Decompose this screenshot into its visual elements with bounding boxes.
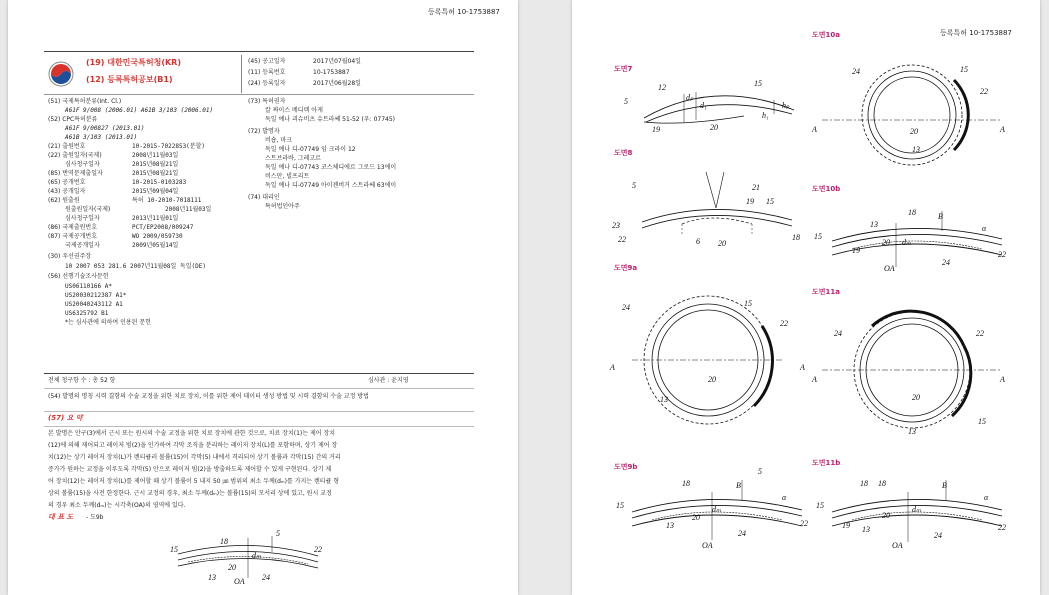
svg-text:h₁: h₁ (762, 111, 769, 120)
svg-text:22: 22 (314, 545, 322, 554)
rule (44, 373, 474, 374)
biblio-label: US6325792 B1 (65, 310, 109, 317)
biblio-label: A61F 9/00827 (2013.01) (65, 125, 145, 132)
svg-text:A: A (812, 375, 817, 384)
abstract-line: 증가가 원하는 교정을 이루도록 각막(5) 안으로 레이저 빔(2)을 방출하도록 제어할 수 있게 구현된다. 상기 제 (48, 466, 332, 473)
svg-text:22: 22 (618, 235, 626, 244)
biblio-line: (74) 대리인 (248, 194, 280, 201)
svg-text:15: 15 (170, 545, 178, 554)
abstract-line: (12)에 의해 제어되고 레이저 빔(2)을 인가하여 각막 조직을 분리하는 레이저 장치(L)를 포함하며, 상기 제어 장 (48, 442, 338, 449)
svg-text:20: 20 (708, 375, 716, 384)
svg-text:5: 5 (624, 97, 628, 106)
rule (44, 411, 474, 412)
svg-text:OA: OA (702, 541, 713, 550)
svg-text:α: α (982, 224, 987, 233)
svg-text:A: A (1000, 125, 1005, 134)
svg-text:15: 15 (616, 501, 624, 510)
biblio-line: 독일 예나 디-07749 아이젠버거 스트라쎄 63에이 (265, 182, 397, 189)
document-page-2 (572, 0, 1040, 595)
svg-text:OA: OA (892, 541, 903, 550)
biblio-value: PCT/EP2008/009247 (132, 224, 194, 231)
claims-count: 전체 청구항 수 : 총 52 항 (48, 377, 116, 384)
biblio-label: 심사청구일자 (65, 161, 100, 168)
svg-text:13: 13 (862, 525, 870, 534)
biblio-label: A61B 3/103 (2013.01) (65, 134, 138, 141)
svg-text:20: 20 (718, 239, 726, 248)
biblio-line: 비스만, 빌프리트 (265, 173, 310, 180)
biblio-line: (73) 특허권자 (248, 98, 286, 105)
svg-text:dₚ: dₚ (686, 93, 694, 102)
svg-text:18: 18 (860, 479, 868, 488)
svg-text:24: 24 (942, 258, 950, 267)
svg-text:hₚ: hₚ (782, 101, 790, 110)
svg-text:5: 5 (758, 467, 762, 476)
biblio-line: 스트브라바, 그레고르 (265, 155, 321, 162)
pub-value: 2017년06월28일 (313, 80, 361, 87)
abstract-line: 상의 볼륨(15)을 사전 한정한다. 근시 교정의 경우, 최소 두께(dₘ)는 볼륨(15)의 모서리 상에 있고, 원시 교정 (48, 490, 332, 497)
biblio-label: A61F 9/008 (2006.01) A61B 3/103 (2006.01) (65, 107, 214, 114)
header-divider (241, 55, 242, 93)
figure-label: 도면8 (614, 149, 633, 157)
figure-label: 도면11b (812, 459, 841, 467)
svg-text:A: A (610, 363, 615, 372)
representative-figure-label: 대 표 도 (48, 513, 74, 521)
svg-text:22: 22 (998, 523, 1006, 532)
patent-number-header: 등록특허 10-1753887 (428, 8, 500, 16)
svg-text:15: 15 (766, 197, 774, 206)
svg-text:13: 13 (870, 220, 878, 229)
figure-label: 도면9b (614, 463, 638, 471)
pub-label: (45) 공고일자 (248, 58, 286, 65)
svg-text:24: 24 (934, 531, 942, 540)
svg-text:15: 15 (816, 501, 824, 510)
biblio-value: 2008년11월03일 (165, 206, 212, 213)
rule (44, 94, 474, 95)
biblio-label: (22) 출원일자(국제) (48, 152, 102, 159)
biblio-line: 독일 예나 괴슈비츠 슈트라쎄 51-52 (우: 07745) (265, 116, 396, 123)
rule (44, 426, 474, 427)
abstract-heading: (57) 요 약 (48, 414, 83, 422)
svg-text:B: B (942, 481, 947, 490)
svg-text:OA: OA (884, 264, 895, 273)
figure-11b-drawing (812, 472, 1012, 552)
biblio-line: 비숍, 마크 (265, 137, 292, 144)
biblio-value: 2015년08월21일 (132, 170, 179, 177)
gazette-type: (12) 등록특허공보(B1) (86, 75, 173, 84)
biblio-value: 2009년05월14일 (132, 242, 179, 249)
kipo-logo-icon (48, 61, 74, 87)
svg-text:20: 20 (910, 127, 918, 136)
pub-label: (11) 등록번호 (248, 69, 286, 76)
svg-text:13: 13 (912, 145, 920, 154)
figure-label: 도면10b (812, 185, 841, 193)
abstract-line: 본 발명은 안구(3)에서 근시 또는 원시의 수술 교정을 위한 치료 장치에 관한 것으로, 치료 장치(1)는 제어 장치 (48, 430, 336, 437)
biblio-line: 칼 짜이스 메디텍 아게 (265, 107, 323, 114)
svg-text:15: 15 (960, 65, 968, 74)
svg-text:19: 19 (842, 521, 850, 530)
biblio-label: *는 심사관에 의하여 인용된 문헌 (65, 319, 151, 326)
biblio-line: 특허법인아주 (265, 203, 300, 210)
svg-text:5: 5 (632, 181, 636, 190)
biblio-label: 국제공개일자 (65, 242, 100, 249)
biblio-label: (56) 선행기술조사문헌 (48, 273, 109, 280)
invention-title: (54) 발명의 명칭 시력 결함의 수술 교정을 위한 치료 장치, 이를 위한 제어 데이터 생성 방법 및 시력 결함의 수술 교정 방법 (48, 393, 369, 400)
svg-text:23: 23 (612, 221, 620, 230)
biblio-label: 원출원일자(국제) (65, 206, 111, 213)
biblio-label: (43) 공개일자 (48, 188, 86, 195)
biblio-value: 2015년08월21일 (132, 161, 179, 168)
figure-label: 도면10a (812, 31, 840, 39)
biblio-label: US06110166 A* (65, 283, 112, 290)
svg-text:α: α (984, 493, 989, 502)
biblio-label: (52) CPC특허분류 (48, 116, 98, 123)
svg-text:18: 18 (792, 233, 800, 242)
svg-text:dₘ: dₘ (912, 505, 921, 514)
svg-text:24: 24 (738, 529, 746, 538)
svg-text:20: 20 (710, 123, 718, 132)
svg-text:20: 20 (882, 511, 890, 520)
figure-7-drawing (624, 80, 814, 140)
figure-label: 도면7 (614, 65, 633, 73)
svg-text:B: B (736, 481, 741, 490)
biblio-label: (30) 우선권주장 (48, 253, 92, 260)
representative-figure-name: - 도9b (86, 514, 104, 521)
biblio-line: 독일 예나 디-07743 코스체디에르 그로드 13에이 (265, 164, 397, 171)
biblio-label: (87) 국제공개번호 (48, 233, 97, 240)
svg-text:18: 18 (908, 208, 916, 217)
biblio-value: 2013년11월01일 (132, 215, 179, 222)
svg-text:A: A (812, 125, 817, 134)
svg-text:dₘ: dₘ (712, 505, 721, 514)
svg-text:A: A (1000, 375, 1005, 384)
biblio-label: (21) 출원번호 (48, 143, 86, 150)
svg-text:19: 19 (652, 125, 660, 134)
patent-number-header: 등록특허 10-1753887 (940, 29, 1012, 37)
biblio-label: (65) 공개번호 (48, 179, 86, 186)
svg-text:15: 15 (978, 417, 986, 426)
figure-10b-drawing (812, 205, 1012, 275)
biblio-value: 10-2015-7022853(분할) (132, 143, 206, 150)
representative-figure-drawing (168, 528, 328, 588)
svg-text:19: 19 (852, 246, 860, 255)
pub-value: 10-1753887 (313, 69, 350, 76)
biblio-label: 심사청구일자 (65, 215, 100, 222)
pub-label: (24) 등록일자 (248, 80, 286, 87)
svg-text:dₘ: dₘ (252, 551, 261, 560)
figure-label: 도면9a (614, 264, 638, 272)
document-page-1 (8, 0, 518, 595)
biblio-label: US20030212387 A1* (65, 292, 127, 299)
svg-text:24: 24 (834, 329, 842, 338)
biblio-label: (85) 번역문제출일자 (48, 170, 103, 177)
abstract-line: 의 경우 최소 두께(dₘ)는 시각축(OA)의 영역에 있다. (48, 502, 186, 509)
biblio-label: (62) 원출원 (48, 197, 80, 204)
biblio-value: 특허 10-2010-7018111 (132, 197, 202, 204)
rule (44, 388, 474, 389)
svg-text:α: α (782, 493, 787, 502)
svg-text:6: 6 (696, 237, 700, 246)
svg-text:13: 13 (208, 573, 216, 582)
svg-text:13: 13 (666, 521, 674, 530)
biblio-value: 2008년11월03일 (132, 152, 179, 159)
svg-text:18: 18 (220, 537, 228, 546)
svg-text:15: 15 (744, 299, 752, 308)
svg-text:d₁: d₁ (700, 101, 707, 110)
svg-text:15: 15 (754, 79, 762, 88)
svg-text:20: 20 (882, 238, 890, 247)
svg-text:A: A (800, 363, 805, 372)
svg-text:B: B (938, 212, 943, 221)
svg-text:20: 20 (228, 563, 236, 572)
biblio-label: 10 2007 053 281.6 2007년11월08일 독일(DE) (65, 263, 206, 270)
svg-text:15: 15 (814, 232, 822, 241)
svg-text:5: 5 (276, 529, 280, 538)
svg-text:12: 12 (658, 83, 666, 92)
svg-text:22: 22 (976, 329, 984, 338)
svg-text:21: 21 (752, 183, 760, 192)
figure-11a-drawing (812, 306, 1012, 436)
header-rule (44, 51, 474, 52)
svg-text:24: 24 (852, 67, 860, 76)
abstract-line: 치(12)는 상기 레이저 장치(L)가 렌티큘러 볼륨(15)이 각막(5) 내에서 격리되어 상기 볼륨과 각막(15) 간의 거리 (48, 454, 341, 461)
svg-text:19: 19 (746, 197, 754, 206)
biblio-label: (86) 국제출원번호 (48, 224, 97, 231)
svg-text:22: 22 (800, 519, 808, 528)
figure-8-drawing (612, 172, 812, 252)
abstract-line: 어 장치(12)는 레이저 장치(L)를 제어할 때 상기 볼륨이 5 내지 50 ㎛ 범위의 최소 두께(dₘ)를 가지는 렌티큘 형 (48, 478, 340, 485)
figure-9a-drawing (612, 290, 812, 430)
svg-text:22: 22 (998, 250, 1006, 259)
svg-text:22: 22 (780, 319, 788, 328)
examiner: 심사관 : 윤지영 (368, 377, 409, 384)
biblio-line: 독일 예나 디-07749 임 크라이 12 (265, 146, 356, 153)
svg-text:dₘ: dₘ (902, 238, 911, 247)
biblio-line: (72) 발명자 (248, 128, 280, 135)
svg-text:13: 13 (908, 427, 916, 436)
svg-text:22: 22 (980, 87, 988, 96)
svg-text:18: 18 (878, 479, 886, 488)
svg-text:20: 20 (912, 393, 920, 402)
biblio-value: 10-2015-0103283 (132, 179, 187, 186)
office-name: (19) 대한민국특허청(KR) (86, 58, 181, 67)
biblio-value: 2015년09월04일 (132, 188, 179, 195)
svg-text:24: 24 (622, 303, 630, 312)
figure-10a-drawing (812, 60, 1012, 170)
figure-label: 도면11a (812, 288, 840, 296)
biblio-label: (51) 국제특허분류(Int. Cl.) (48, 98, 122, 105)
svg-text:24: 24 (262, 573, 270, 582)
svg-text:OA: OA (234, 577, 245, 586)
biblio-label: US20040243112 A1 (65, 301, 123, 308)
pub-value: 2017년07월04일 (313, 58, 361, 65)
svg-text:20: 20 (692, 513, 700, 522)
svg-text:13: 13 (660, 395, 668, 404)
svg-text:18: 18 (682, 479, 690, 488)
biblio-value: WO 2009/059730 (132, 233, 183, 240)
